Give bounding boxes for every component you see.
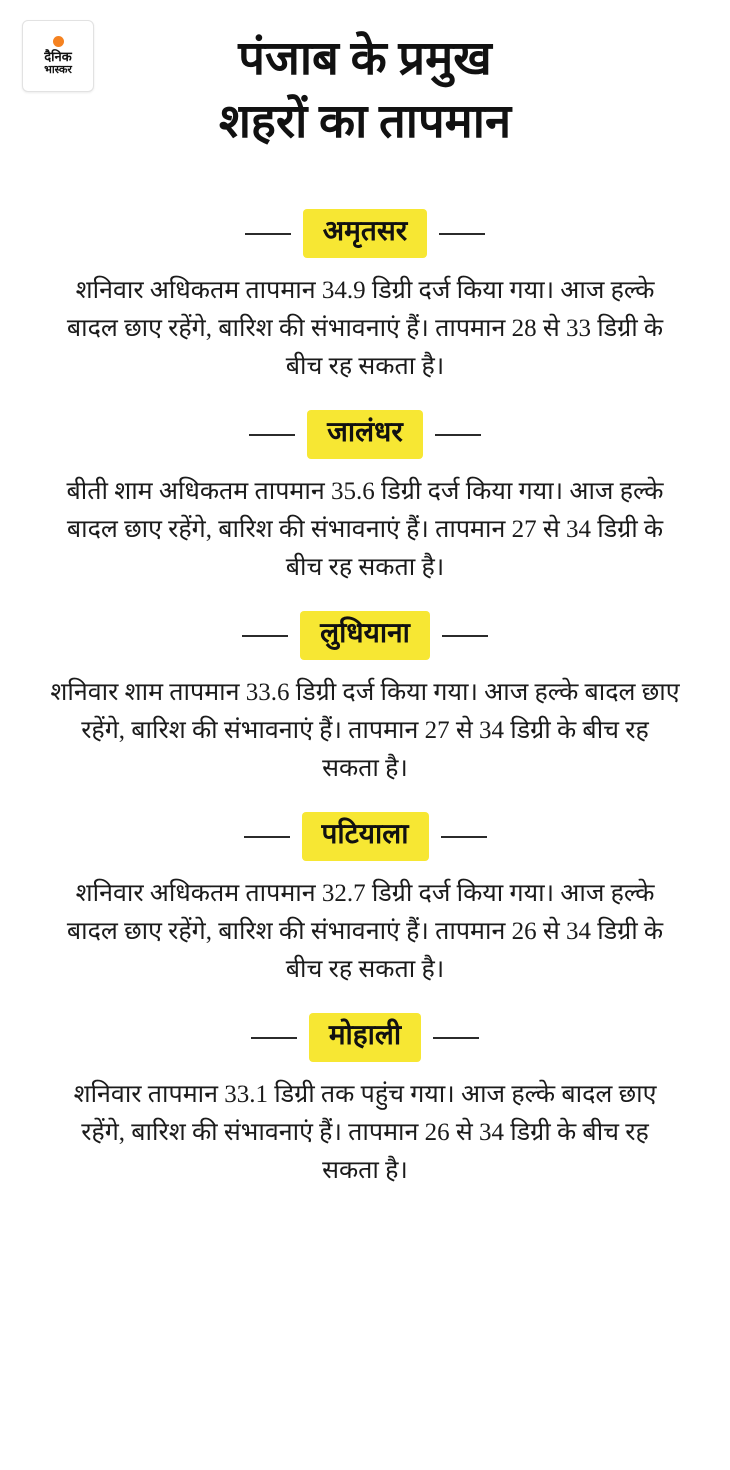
divider-right xyxy=(439,233,485,235)
brand-dot-icon xyxy=(53,36,64,47)
page-title xyxy=(0,18,730,153)
city-name-badge: लुधियाना xyxy=(300,611,430,660)
divider-right xyxy=(441,836,487,838)
city-description: शनिवार तापमान 33.1 डिग्री तक पहुंच गया। आज हल्के बादल छाए रहेंगे, बारिश की संभावनाएं हैं। तापमान 26 से 34 डिग्री के बीच रह सकता है। xyxy=(73,1081,657,1184)
page-title-line2: शहरों का तापमान xyxy=(218,95,512,148)
divider-left xyxy=(244,836,290,838)
city-heading-row xyxy=(26,410,704,459)
divider-left xyxy=(249,434,295,436)
divider-left xyxy=(245,233,291,235)
city-block-jalandhar xyxy=(26,410,704,587)
city-heading-row xyxy=(26,209,704,258)
page-title-line1: पंजाब के प्रमुख xyxy=(238,33,492,85)
divider-left xyxy=(251,1037,297,1039)
header xyxy=(0,0,730,185)
divider-left xyxy=(242,635,288,637)
city-description: शनिवार शाम तापमान 33.6 डिग्री दर्ज किया गया। आज हल्के बादल छाए रहेंगे, बारिश की संभावनाएं हैं। तापमान 27 से 34 डिग्री के बीच रह सकता है। xyxy=(50,679,680,782)
brand-name-line2: भास्कर xyxy=(44,63,72,76)
city-block-amritsar xyxy=(26,209,704,386)
city-name-badge: पटियाला xyxy=(302,812,429,861)
city-name-badge: अमृतसर xyxy=(303,209,427,258)
city-heading-row xyxy=(26,1013,704,1062)
city-name-badge: मोहाली xyxy=(309,1013,421,1062)
city-heading-row xyxy=(26,812,704,861)
divider-right xyxy=(433,1037,479,1039)
city-block-patiala xyxy=(26,812,704,989)
city-description: बीती शाम अधिकतम तापमान 35.6 डिग्री दर्ज किया गया। आज हल्के बादल छाए रहेंगे, बारिश की संभावनाएं हैं। तापमान 27 से 34 डिग्री के बीच रह सकता है। xyxy=(66,478,664,581)
brand-name-line1: दैनिक xyxy=(44,48,72,64)
city-name-badge: जालंधर xyxy=(307,410,423,459)
brand-logo xyxy=(22,20,94,92)
divider-right xyxy=(435,434,481,436)
city-sections xyxy=(0,209,730,1190)
divider-right xyxy=(442,635,488,637)
city-heading-row xyxy=(26,611,704,660)
city-block-mohali xyxy=(26,1013,704,1190)
city-description: शनिवार अधिकतम तापमान 32.7 डिग्री दर्ज किया गया। आज हल्के बादल छाए रहेंगे, बारिश की संभावनाएं हैं। तापमान 26 से 34 डिग्री के बीच रह सकता है। xyxy=(66,880,664,983)
city-block-ludhiana xyxy=(26,611,704,788)
city-description: शनिवार अधिकतम तापमान 34.9 डिग्री दर्ज किया गया। आज हल्के बादल छाए रहेंगे, बारिश की संभावनाएं हैं। तापमान 28 से 33 डिग्री के बीच रह सकता है। xyxy=(66,277,664,380)
